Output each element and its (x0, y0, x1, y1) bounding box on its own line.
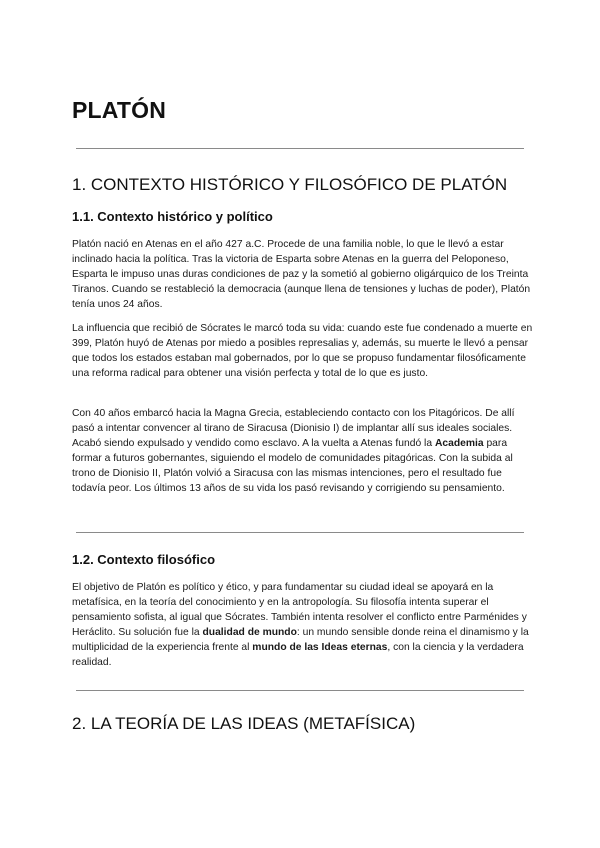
subsection-heading-1-1: 1.1. Contexto histórico y político (72, 209, 273, 224)
paragraph-2: La influencia que recibió de Sócrates le marcó toda su vida: cuando este fue condenado a muerte en 399, Platón huyó de Atenas por miedo a posibles represalias y, además, su muerte le llevó a pensar que todos los estados estaban mal gobernados, por lo que se propuso fundamentar filosóficamente una reforma radical para obtener una visión perfecta y total de lo que es justo. (72, 323, 533, 379)
paragraph-4 (72, 580, 534, 670)
subsection-heading-1-2: 1.2. Contexto filosófico (72, 552, 216, 567)
mundo-ideas-term: mundo de las Ideas eternas (252, 642, 388, 653)
paragraph-4-text-a: El objetivo de Platón es político y ético, y para fundamentar su ciudad ideal se apoyará en la metafísica, en la teoría del conocimiento y en la antropología. Su filosofía intenta superar el pensamiento sofista, al igual que Sócrates. También intenta resolver el conflicto entre Parménides y Heráclito. Su solución fue la (72, 582, 527, 638)
divider (76, 690, 524, 691)
section-heading-1: 1. CONTEXTO HISTÓRICO Y FILOSÓFICO DE PLATÓN (72, 175, 508, 194)
divider (76, 148, 524, 149)
paragraph-3-text-b: para formar a futuros gobernantes, siguiendo el modelo de comunidades pitagóricas. Con la subida al trono de Dionisio II, Platón volvió a Siracusa con las mismas intenciones, pero el resultado fue todavía peor. Los últimos 13 años de su vida los pasó revisando y corrigiendo su pensamiento. (72, 438, 513, 494)
dualidad-term: dualidad de mundo (202, 627, 297, 638)
divider (76, 532, 524, 533)
paragraph-4-text-c: , con la ciencia y la verdadera realidad. (72, 642, 524, 668)
paragraph-1: Platón nació en Atenas en el año 427 a.C. Procede de una familia noble, lo que le llevó a estar inclinado hacia la política. Tras la victoria de Esparta sobre Atenas en la guerra del Peloponeso, Esparta le impuso unas duras condiciones de paz y la sometió al gobierno oligárquico de los Treinta Tiranos. Cuando se restableció la democracia (aunque llena de tensiones y luchas de poder), Platón tenía unos 24 años. (72, 239, 531, 310)
paragraph-4-text-b: : un mundo sensible donde reina el dinamismo y la multiplicidad de la experiencia frente al (72, 627, 529, 653)
paragraph-3 (72, 406, 534, 496)
document-title: PLATÓN (72, 97, 167, 123)
academia-term: Academia (434, 438, 484, 449)
paragraph-3-text-a: Con 40 años embarcó hacia la Magna Grecia, estableciendo contacto con los Pitagóricos. De allí pasó a intentar convencer al tirano de Siracusa (Dionisio I) de implantar allí sus ideales sociales. Acabó siendo expulsado y vendido como esclavo. A la vuelta a Atenas fundó la (72, 408, 515, 449)
section-heading-2: 2. LA TEORÍA DE LAS IDEAS (METAFÍSICA) (72, 714, 416, 733)
